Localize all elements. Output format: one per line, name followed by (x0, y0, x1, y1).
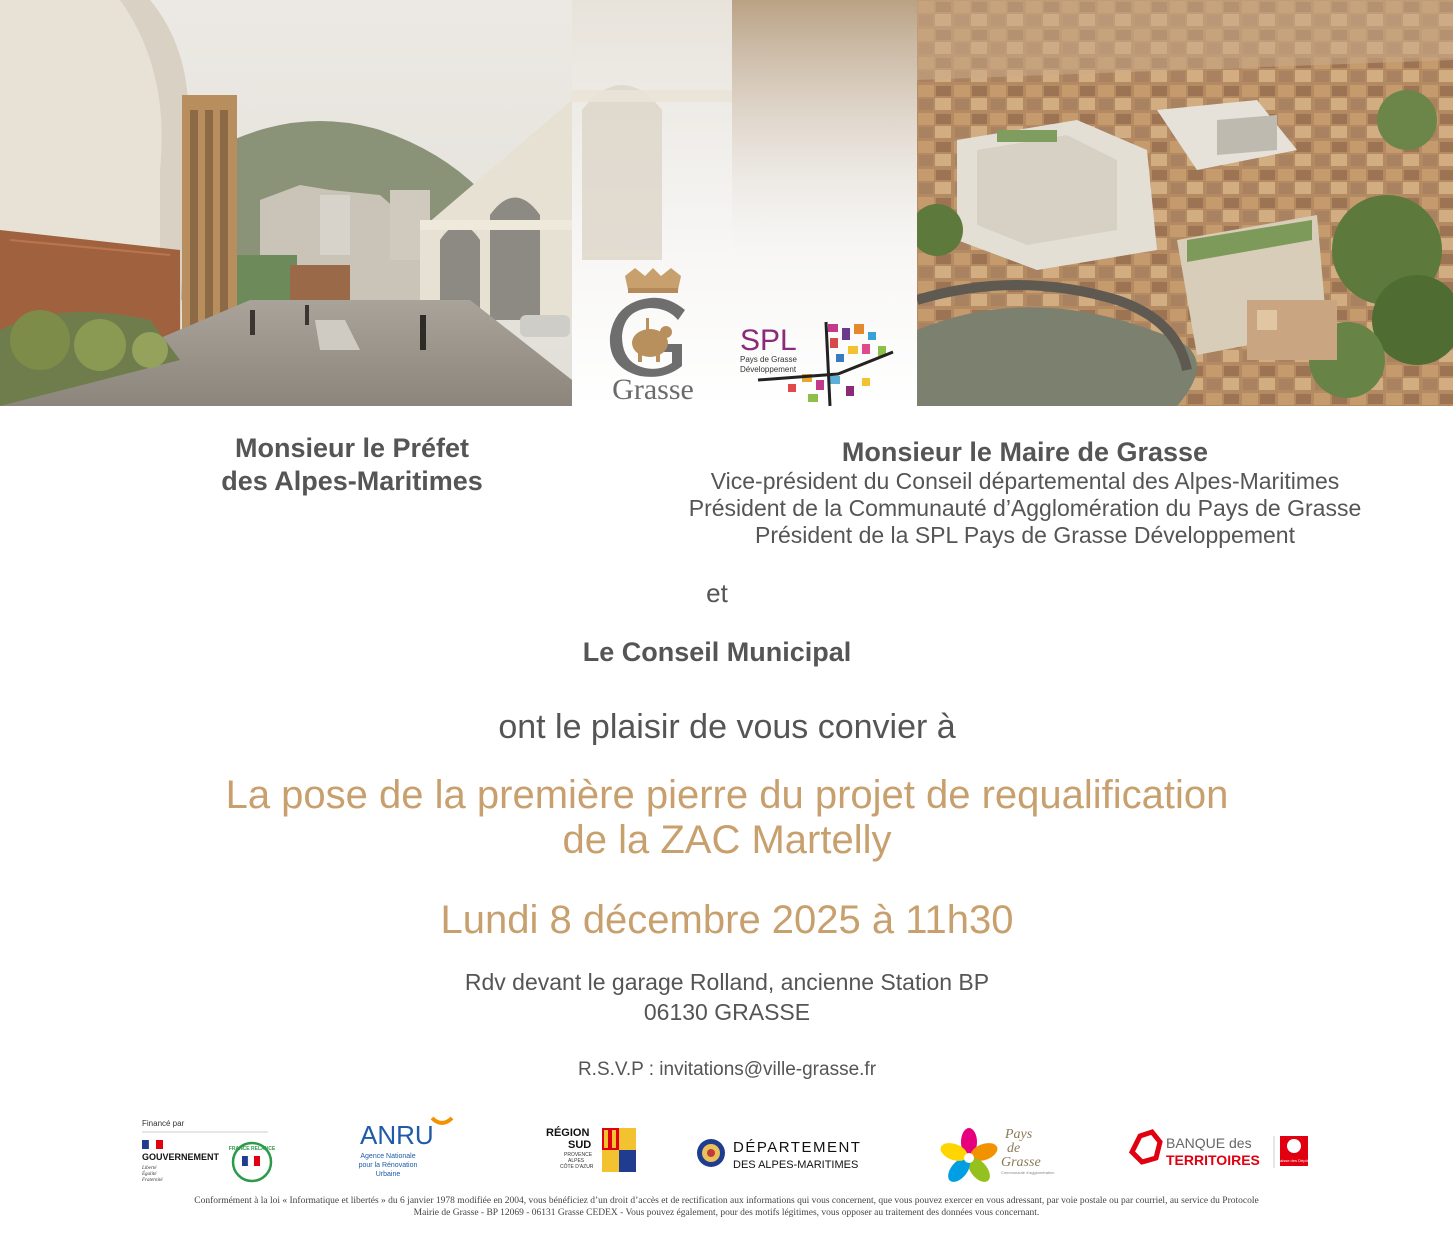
event-title-line1: La pose de la première pierre du projet de requalification (225, 773, 1229, 817)
street-rendering-image (0, 0, 572, 406)
prefet-line2: des Alpes-Maritimes (221, 466, 483, 496)
legal-line2: Mairie de Grasse - BP 12069 - 06131 Grasse CEDEX - Vous pouvez également, pour des motifs légitimes, vous opposer au traitement des données vous concernant. (413, 1208, 1040, 1218)
banque-text-2: TERRITOIRES (1166, 1152, 1260, 1168)
region-text-2: SUD (568, 1139, 592, 1151)
spl-logo-sub2: Développement (740, 365, 797, 374)
banque-des-territoires-logo (1124, 1110, 1314, 1190)
gov-motto-2: Égalité (142, 1172, 157, 1177)
rsvp-line[interactable]: R.S.V.P : invitations@ville-grasse.fr (577, 1059, 877, 1080)
legal-line1: Conformément à la loi « Informatique et libertés » du 6 janvier 1978 modifiée en 2004, vous bénéficiez d’un droit d’accès et de rectification aux informations qui vous concernent, que vous pouvez exercer en vous adressant, par voie postale ou par courriel, au service du Protocole (194, 1196, 1259, 1206)
anru-sub-3: Urbaine (375, 1171, 401, 1178)
address-line1: Rdv devant le garage Rolland, ancienne Station BP (464, 969, 990, 995)
pays-de-grasse-logo (935, 1110, 1065, 1190)
gov-motto-1: Liberté (142, 1166, 157, 1171)
grasse-logo-text: Grasse (612, 373, 694, 404)
gov-finance-text: Financé par (142, 1119, 185, 1128)
event-title-line2: de la ZAC Martelly (562, 818, 892, 862)
gouvernement-logo (138, 1110, 278, 1190)
maire-title: Monsieur le Maire de Grasse (841, 437, 1209, 467)
pays-sub: Communauté d'agglomération (1001, 1170, 1055, 1175)
maire-role-3: Président de la SPL Pays de Grasse Développement (755, 522, 1295, 548)
anru-sub-2: pour la Rénovation (358, 1162, 418, 1169)
prefet-block (172, 432, 532, 498)
pays-text-1: Pays (1005, 1127, 1033, 1142)
region-sud-logo (540, 1110, 650, 1190)
anru-sub-1: Agence Nationale (360, 1153, 416, 1160)
pays-text-3: Grasse (1001, 1155, 1041, 1170)
anru-logo (352, 1110, 462, 1190)
region-sub-1: PROVENCE (564, 1152, 593, 1158)
dept-text-2: DES ALPES-MARITIMES (733, 1159, 859, 1171)
maire-role-1: Vice-président du Conseil départemental des Alpes-Maritimes (710, 468, 1340, 494)
caisse-text: Caisse des Dépôts (1277, 1158, 1311, 1163)
relance-text: FRANCE RELANCE (228, 1146, 276, 1152)
dept-text-1: DÉPARTEMENT (733, 1139, 862, 1156)
spl-logo-sub1: Pays de Grasse (740, 355, 797, 364)
event-date: Lundi 8 décembre 2025 à 11h30 (440, 898, 1014, 942)
gov-name: GOUVERNEMENT (142, 1152, 220, 1162)
event-address (327, 967, 1127, 1027)
gov-motto-3: Fraternité (142, 1178, 163, 1183)
banque-text-1: BANQUE des (1166, 1135, 1252, 1151)
partner-logos (0, 1110, 1453, 1195)
departement-logo (695, 1110, 885, 1190)
grasse-logo (590, 268, 716, 404)
prefet-line1: Monsieur le Préfet (234, 433, 470, 463)
region-text-1: RÉGION (546, 1127, 590, 1139)
spl-logo-title: SPL (740, 324, 797, 357)
anru-text: ANRU (360, 1120, 434, 1150)
region-sub-2: ALPES (568, 1158, 585, 1164)
legal-notice (150, 1195, 1303, 1219)
et-text: et (706, 578, 728, 608)
maire-role-2: Président de la Communauté d’Agglomération du Pays de Grasse (688, 495, 1362, 521)
invitation-intro: ont le plaisir de vous convier à (498, 708, 956, 746)
aerial-city-image (917, 0, 1453, 406)
region-sub-3: CÔTE D'AZUR (560, 1164, 594, 1170)
event-title (127, 773, 1327, 863)
arcade-image (572, 0, 917, 260)
hero-banner (0, 0, 1453, 406)
spl-logo (738, 318, 898, 406)
conseil-municipal: Le Conseil Municipal (582, 637, 852, 667)
address-line2: 06130 GRASSE (643, 999, 811, 1025)
pays-text-2: de (1007, 1141, 1021, 1156)
maire-block (620, 436, 1430, 549)
